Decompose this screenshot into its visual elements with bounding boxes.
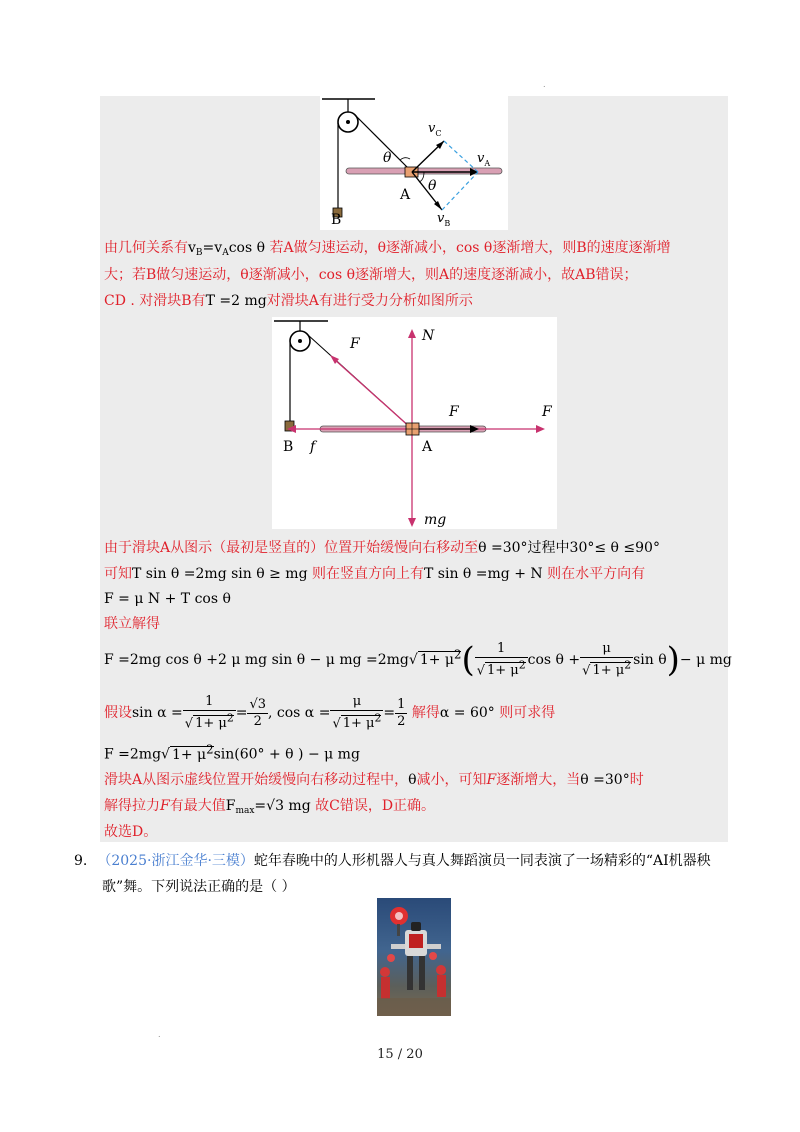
label-b: B (331, 212, 342, 228)
velocity-diagram (320, 96, 508, 230)
label-theta-2: θ (428, 178, 437, 194)
solution-equation-alpha: 假设sin α = $\frac{1}{√ 1+ \mu^2}$ = $\frac{√3}{2}$ , cos α = $\frac{\mu}{√ 1+ \mu^2}$ = $\frac{1}{2}$ 解得α = 60° 则可求得 (104, 694, 556, 732)
label-va: $v_A$ (477, 151, 491, 168)
figure-velocity (320, 96, 508, 230)
label-b: B (283, 439, 294, 455)
label-mg: mg (424, 512, 447, 528)
question-source-tag: （2025·浙江金华·三模） (97, 853, 254, 869)
label-friction: f (310, 439, 316, 455)
solution-line-6: F = μ N + T cos θ (104, 591, 231, 607)
speck: . (158, 1030, 161, 1039)
solution-line-4: 由于滑块A从图示（最初是竖直的）位置开始缓慢向右移动至θ =30°过程中30°≤ θ ≤90° (104, 540, 660, 556)
label-a: A (422, 439, 433, 455)
label-a: A (400, 187, 411, 203)
speck: . (543, 80, 546, 89)
question-9-line-2: 歌”舞。下列说法正确的是（ ） (102, 879, 296, 895)
label-f-pull: F (449, 404, 459, 420)
solution-line-1: 由几何关系有$v_B=v_A\cos$ θ 若A做匀速运动，θ逐渐减小，cos θ逐渐增大，则B的速度逐渐增 (104, 240, 671, 258)
solution-line-5: 可知T sin θ =2mg sin θ ≥ mg 则在竖直方向上有T sin θ =mg + N 则在水平方向有 (104, 566, 646, 582)
label-f-tension: F (350, 336, 360, 352)
label-vb: $v_B$ (437, 211, 451, 228)
solution-line-7: 联立解得 (104, 616, 160, 632)
question-number: 9. (74, 853, 88, 869)
question-9-line-1: 9. （2025·浙江金华·三模）蛇年春晚中的人形机器人与真人舞蹈演员一同表演了一场精彩的“AI机器秧 (74, 853, 711, 869)
solution-line-12: 解得拉力F有最大值$F_{max}=√3$ mg 故C错误，D正确。 (104, 798, 436, 816)
robot-dance-photo (377, 898, 451, 1016)
label-f-right: F (542, 404, 552, 420)
solution-line-13: 故选D。 (104, 824, 158, 840)
solution-equation-main: F =2mg cos θ +2 μ mg sin θ − μ mg =2mg√ $1+ \mu^2$( $\frac{1}{√ 1+ \mu^2}$ cos θ + $\frac{\mu}{√ 1+ \mu^2}$ sin θ)− μ mg (104, 640, 732, 680)
solution-line-2: 大；若B做匀速运动，θ逐渐减小，cos θ逐渐增大，则A的速度逐渐减小，故AB错误； (104, 267, 638, 283)
solution-line-11: 滑块A从图示虚线位置开始缓慢向右移动过程中，θ减小，可知F逐渐增大，当θ =30°时 (104, 772, 644, 788)
solution-equation-sin: F =2mg√ $1+ \mu^2\sin(60^\circ + \theta$ ) − μ mg (104, 742, 360, 763)
figure-forces (272, 317, 557, 529)
label-n: N (422, 328, 435, 344)
label-vc: $v_C$ (428, 121, 442, 138)
robot-dance-illustration (377, 898, 451, 1016)
page-number: 15 / 20 (377, 1047, 423, 1062)
label-theta-1: θ (383, 150, 392, 166)
solution-line-3: CD . 对滑块B有T =2 mg对滑块A有进行受力分析如图所示 (104, 293, 473, 309)
force-diagram (272, 317, 557, 529)
